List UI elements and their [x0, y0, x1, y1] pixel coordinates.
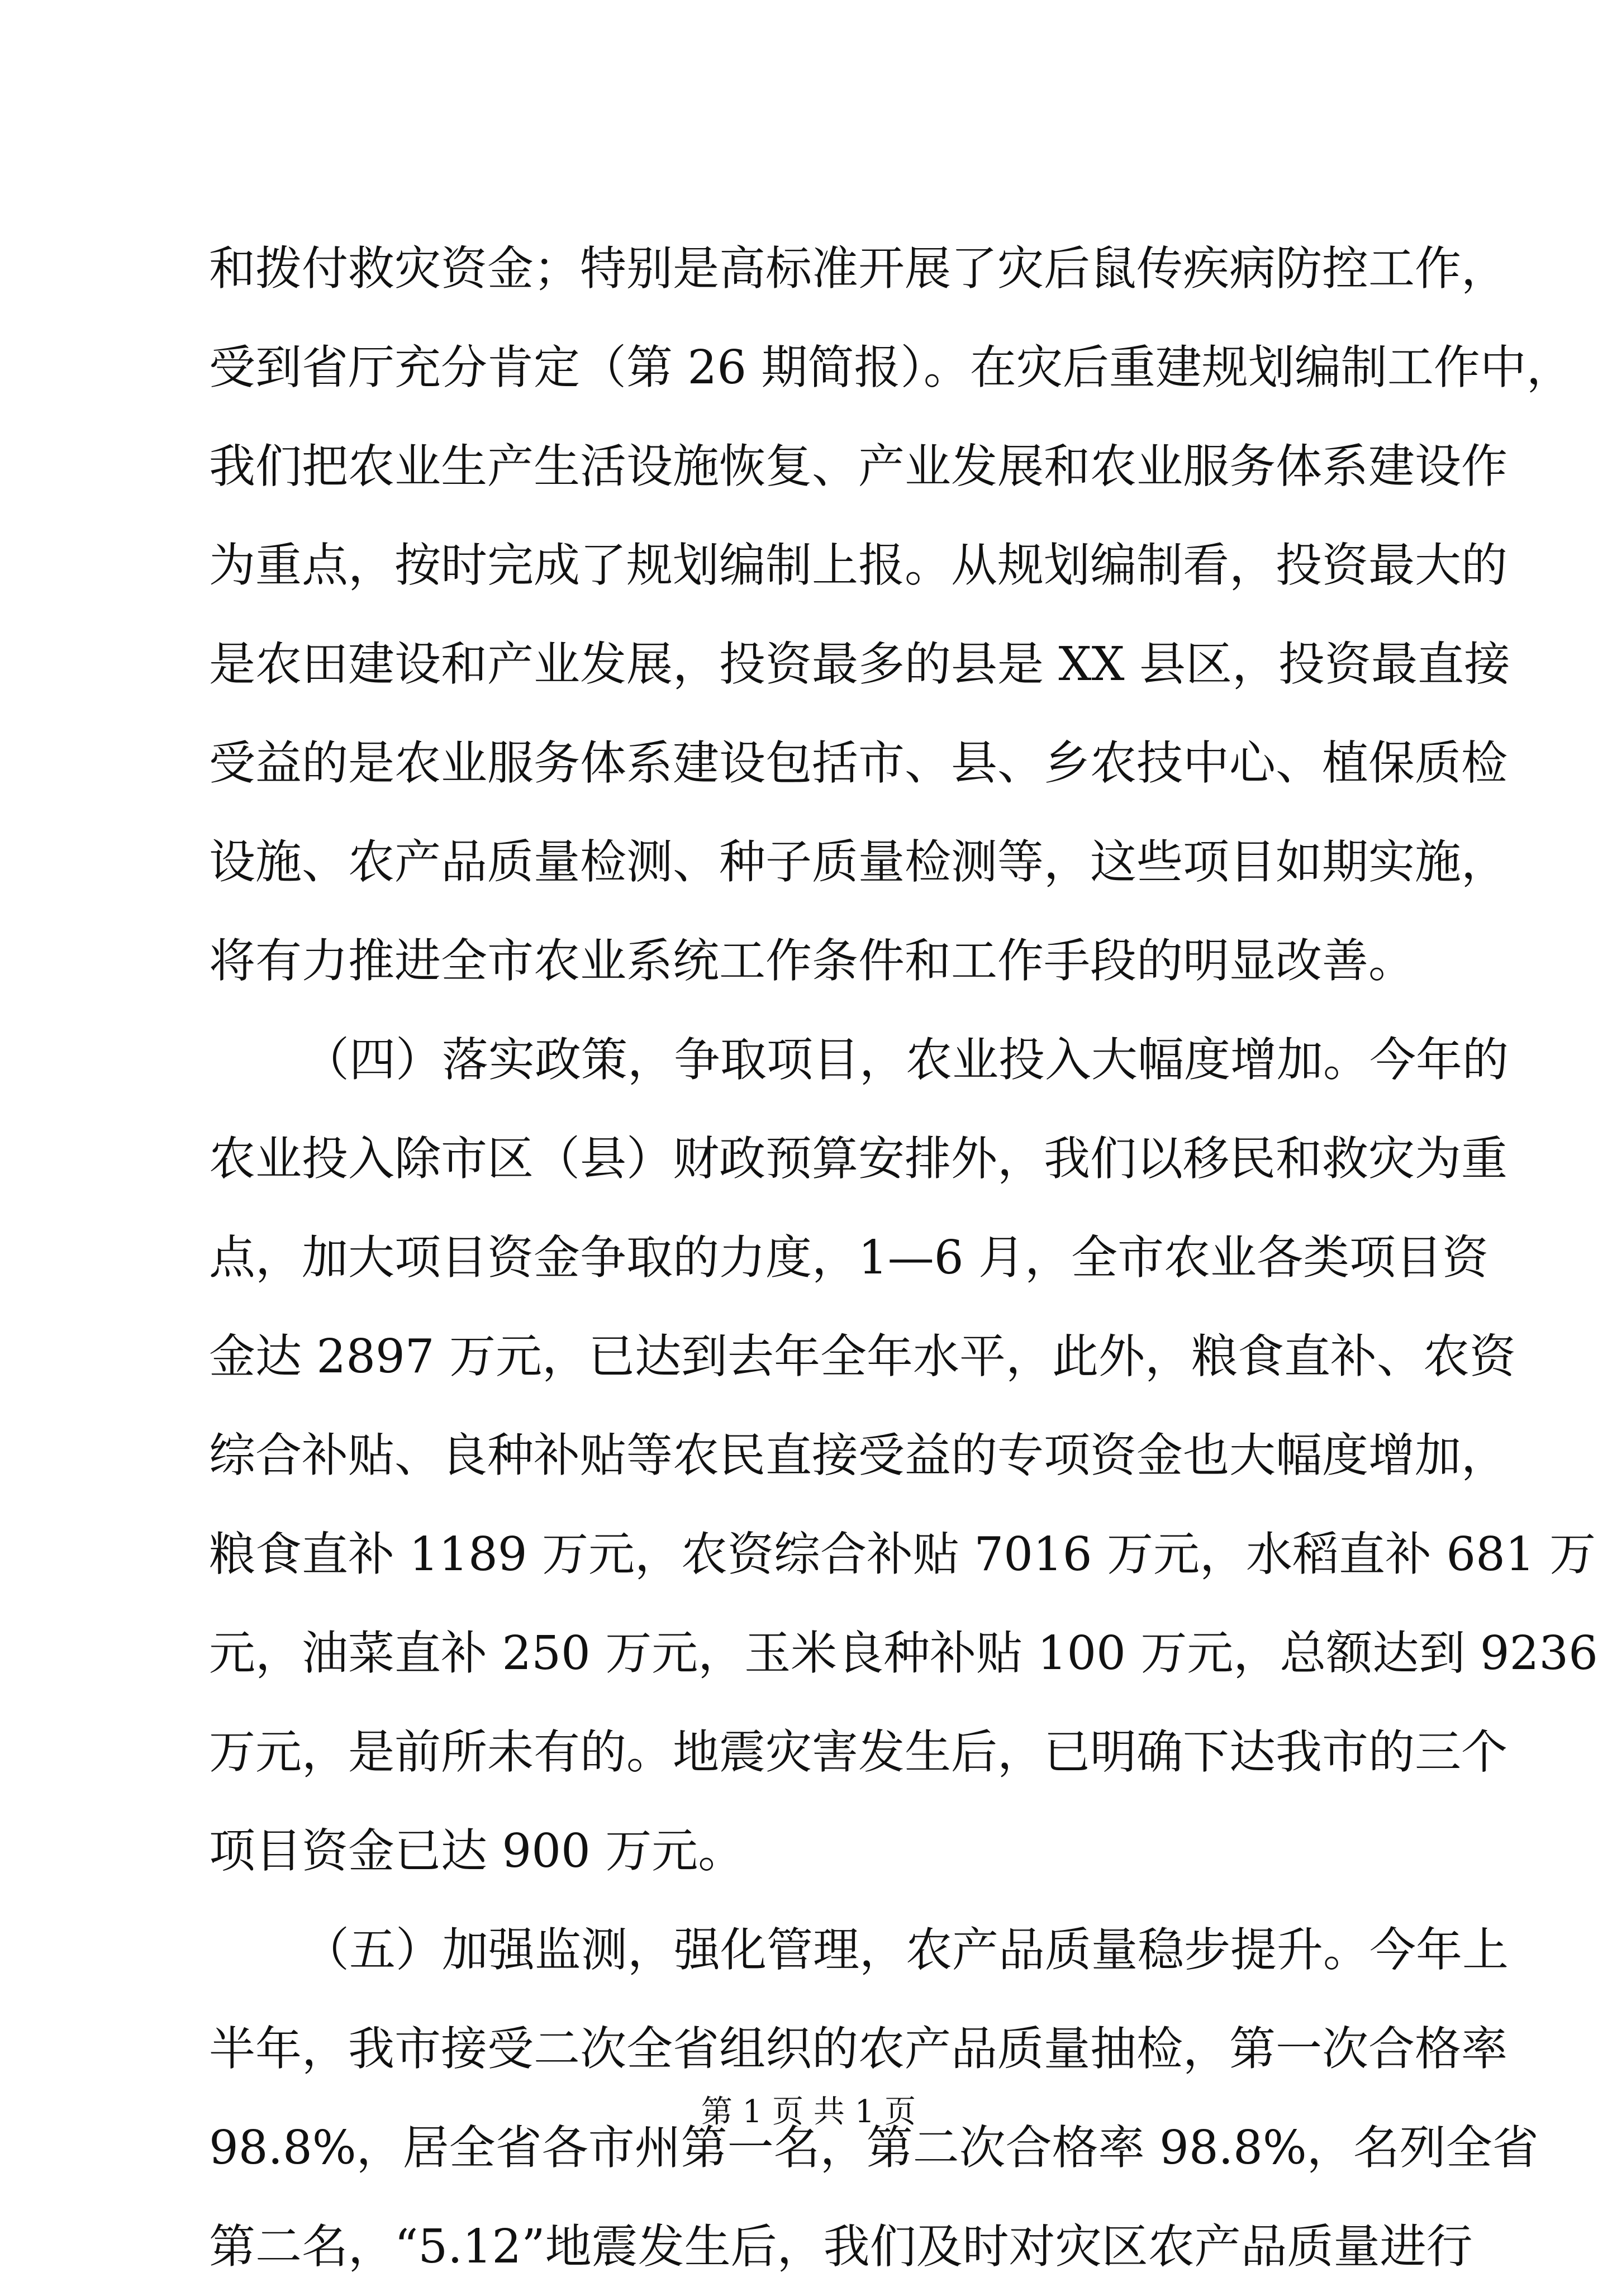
text-line: （五）加强监测，强化管理，农产品质量稳步提升。今年上 [303, 1923, 1509, 1977]
text-line: 设施、农产品质量检测、种子质量检测等，这些项目如期实施， [209, 835, 1507, 889]
text-line: （四）落实政策，争取项目，农业投入大幅度增加。今年的 [303, 1033, 1509, 1087]
text-line: 综合补贴、良种补贴等农民直接受益的专项资金也大幅度增加， [209, 1428, 1507, 1482]
text-line: 农业投入除市区（县）财政预算安排外，我们以移民和救灾为重 [209, 1132, 1507, 1186]
text-line: 为重点，按时完成了规划编制上报。从规划编制看，投资最大的 [209, 538, 1507, 592]
text-line: 我们把农业生产生活设施恢复、产业发展和农业服务体系建设作 [209, 439, 1507, 493]
text-line: 金达 2897 万元，已达到去年全年水平，此外，粮食直补、农资 [209, 1329, 1516, 1384]
text-line: 粮食直补 1189 万元，农资综合补贴 7016 万元，水稻直补 681 万 [209, 1527, 1596, 1581]
text-line: 万元，是前所未有的。地震灾害发生后，已明确下达我市的三个 [209, 1725, 1507, 1779]
text-line: 第二名，“5.12”地震发生后，我们及时对灾区农产品质量进行 [209, 2219, 1473, 2274]
text-line: 点，加大项目资金争取的力度，1—6 月，全市农业各类项目资 [209, 1230, 1488, 1285]
text-line: 半年，我市接受二次全省组织的农产品质量抽检，第一次合格率 [209, 2022, 1507, 2076]
page-footer [0, 2090, 1617, 2135]
text-line: 98.8%，居全省各市州第一名，第二次合格率 98.8%，名列全省 [209, 2121, 1539, 2175]
text-line: 受益的是农业服务体系建设包括市、县、乡农技中心、植保质检 [209, 736, 1507, 790]
text-line: 是农田建设和产业发展，投资最多的县是 XX 县区，投资最直接 [209, 637, 1510, 691]
text-line: 和拨付救灾资金；特别是高标准开展了灾后鼠传疾病防控工作， [209, 241, 1507, 296]
body-text [209, 219, 1598, 2296]
text-line: 元，油菜直补 250 万元，玉米良种补贴 100 万元，总额达到 9236 [209, 1626, 1598, 1680]
text-line: 项目资金已达 900 万元。 [209, 1824, 745, 1878]
text-line: 将有力推进全市农业系统工作条件和工作手段的明显改善。 [209, 934, 1415, 988]
text-line: 受到省厅充分肯定（第 26 期简报）。在灾后重建规划编制工作中， [209, 340, 1573, 394]
page-number: 第 1 页 共 1 页 [701, 2094, 916, 2130]
